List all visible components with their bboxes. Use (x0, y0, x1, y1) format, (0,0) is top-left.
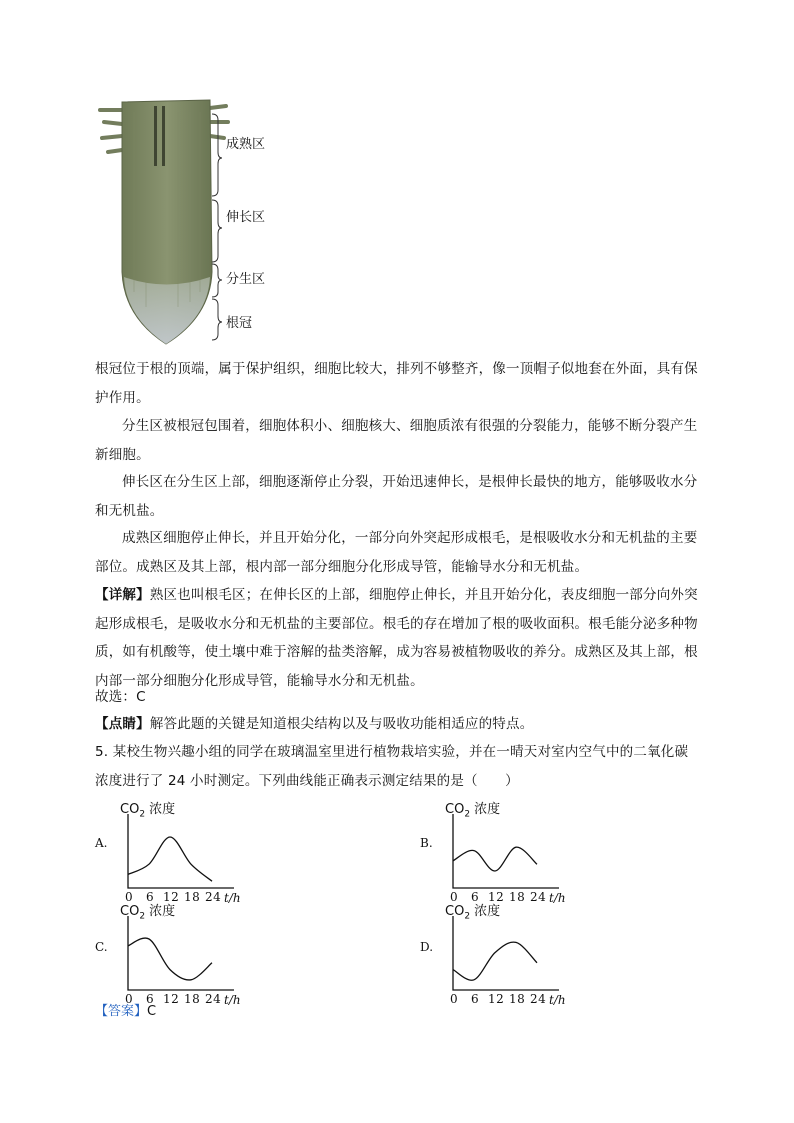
chart-plot (449, 814, 565, 892)
x-tick-label: 24 (205, 992, 222, 1006)
root-tip-figure (94, 92, 294, 352)
y-axis-label: $CO_2$ 浓度 (445, 904, 501, 922)
y-axis-label: $CO_2$ 浓度 (120, 802, 176, 820)
x-tick-label: 0 (125, 890, 134, 904)
tip-tag: 【点睛】 (95, 716, 150, 732)
zone-label-mature: 成熟区 (226, 137, 266, 152)
chart-axes (128, 814, 234, 888)
x-tick-label: 24 (530, 992, 547, 1006)
detail-tag: 【详解】 (95, 587, 150, 603)
option-label: C. (95, 940, 108, 954)
tip-section (95, 710, 700, 739)
x-tick-label: 0 (450, 890, 459, 904)
paragraph-rootcap: 根冠位于根的顶端，属于保护组织，细胞比较大，排列不够整齐，像一顶帽子似地套在外面，具有保护作用。 (95, 361, 698, 406)
question-text: 5. 某校生物兴趣小组的同学在玻璃温室里进行植物栽培实验，并在一晴天对室内空气中的二氧化碳浓度进行了 24 小时测定。下列曲线能正确表示测定结果的是（ ） (95, 744, 689, 789)
x-tick-label: 6 (146, 992, 155, 1006)
answer-tag: 【答案】 (95, 1004, 148, 1019)
x-tick-label: 6 (471, 890, 480, 904)
series-line (453, 942, 537, 980)
zone-label-elongation: 伸长区 (226, 210, 266, 225)
x-tick-label: 0 (125, 992, 134, 1006)
x-tick-label: 6 (146, 890, 155, 904)
zone-label-rootcap: 根冠 (226, 316, 253, 331)
x-tick-label: 18 (184, 992, 201, 1006)
series-line (453, 847, 537, 871)
chart-axes (128, 916, 234, 990)
x-axis-label: t/h (549, 993, 566, 1007)
x-axis-label: t/h (549, 891, 566, 905)
paragraph-elongation: 伸长区在分生区上部，细胞逐渐停止分裂，开始迅速伸长，是根伸长最快的地方，能够吸收水分和无机盐。 (95, 474, 698, 519)
detail-text: 熟区也叫根毛区；在伸长区的上部，细胞停止伸长，并且开始分化，表皮细胞一部分向外突起形成根毛，是吸收水分和无机盐的主要部位。根毛的存在增加了根的吸收面积。根毛能分泌多种物质，如有机酸等，使土壤中难于溶解的盐类溶解，成为容易被植物吸收的养分。成熟区及其上部，根内部一部分细胞分化形成导管，能输导水分和无机盐。 (95, 587, 698, 689)
x-tick-label: 0 (450, 992, 459, 1006)
paragraph-meristem: 分生区被根冠包围着，细胞体积小、细胞核大、细胞质浓有很强的分裂能力，能够不断分裂产生新细胞。 (95, 418, 698, 463)
answer-value: C (147, 1004, 157, 1019)
option-label: B. (420, 836, 433, 850)
x-tick-label: 18 (509, 992, 526, 1006)
x-tick-label: 18 (509, 890, 526, 904)
zone-label-meristem: 分生区 (226, 272, 266, 287)
option-label: A. (95, 836, 108, 850)
choice-line: 故选：C (95, 689, 146, 705)
chart-plot (124, 814, 240, 892)
paragraph-mature: 成熟区细胞停止伸长，并且开始分化，一部分向外突起形成根毛，是根吸收水分和无机盐的主要部位。成熟区及其上部，根内部一部分细胞分化形成导管，能输导水分和无机盐。 (95, 530, 698, 575)
x-tick-label: 12 (163, 890, 180, 904)
chart-plot (124, 916, 240, 994)
x-axis-label: t/h (224, 891, 241, 905)
option-label: D. (420, 940, 434, 954)
x-tick-label: 24 (205, 890, 222, 904)
answer-line (95, 1000, 156, 1019)
x-tick-label: 12 (163, 992, 180, 1006)
chart-axes (453, 916, 559, 990)
series-line (128, 837, 212, 881)
chart-plot (449, 916, 565, 994)
x-tick-label: 6 (471, 992, 480, 1006)
y-axis-label: $CO_2$ 浓度 (445, 802, 501, 820)
x-tick-label: 24 (530, 890, 547, 904)
x-tick-label: 18 (184, 890, 201, 904)
series-line (128, 938, 212, 980)
y-axis-label: $CO_2$ 浓度 (120, 904, 176, 922)
tip-text: 解答此题的关键是知道根尖结构以及与吸收功能相适应的特点。 (149, 716, 534, 732)
x-axis-label: t/h (224, 993, 241, 1007)
x-tick-label: 12 (488, 992, 505, 1006)
x-tick-label: 12 (488, 890, 505, 904)
detail-section (95, 581, 700, 695)
